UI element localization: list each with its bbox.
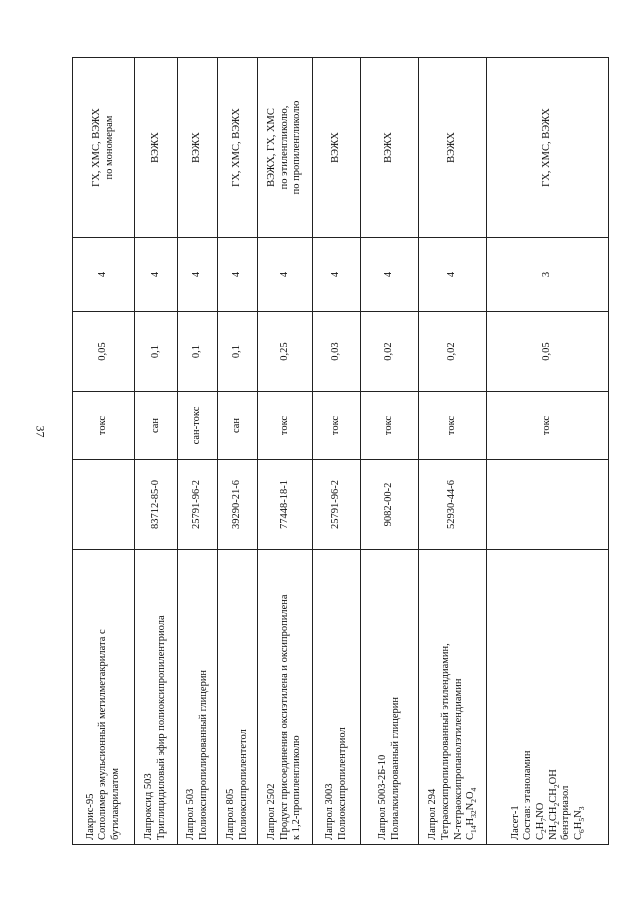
cas-number-cell: 25791-96-2 [178,460,218,550]
name-line: Продукт присоединения оксиэтилена и оксипропилена [278,594,290,840]
method-cell [218,58,258,238]
hazard-indicator-cell: сан [135,392,178,460]
name-line: Лакрис-95 [84,793,96,840]
hazard-indicator-cell: токс [313,392,361,460]
cas-number-cell: 9082-00-2 [361,460,419,550]
substance-name-cell [313,550,361,845]
method-cell [135,58,178,238]
cas-number-cell [487,460,609,550]
method-line: ГХ, ХМС, ВЭЖХ [541,108,553,187]
limit-value-cell: 0,1 [135,312,178,392]
limit-value-cell: 0,1 [178,312,218,392]
method-line: ГХ, ХМС, ВЭЖХ [231,108,243,187]
table-frame [72,58,608,845]
hazard-class-cell: 4 [361,238,419,312]
cas-number-cell: 25791-96-2 [313,460,361,550]
name-line: Лапроксид 503 [143,773,155,840]
substance-name-cell [73,550,135,845]
table-row [178,58,218,845]
hazard-indicator-cell: токс [361,392,419,460]
hazard-indicator-cell: токс [258,392,313,460]
method-cell [73,58,135,238]
substance-table [72,57,609,845]
method-line: ВЭЖХ [191,132,203,163]
table-row [361,58,419,845]
table-row [218,58,258,845]
name-line: Тетраоксипропилированный этилендиамин, [439,643,451,840]
table-row [135,58,178,845]
name-line: Лапрол 503 [184,788,196,840]
method-line: ВЭЖХ [330,132,342,163]
substance-name-cell [419,550,487,845]
hazard-class-cell: 4 [73,238,135,312]
name-line: бутилакрилатом [109,767,121,840]
name-line: бензтриазол [560,785,572,840]
hazard-indicator-cell: сан-токс [178,392,218,460]
name-line: Сополимер эмульсионный метилметакрилата с [97,629,109,840]
method-line: по пропиленгликолю [291,100,303,195]
method-line: по этиленгликолю, [278,105,290,190]
rotated-table-wrapper [72,58,608,845]
hazard-class-cell: 4 [258,238,313,312]
hazard-class-cell: 3 [487,238,609,312]
chemical-formula: $C_{14}H_{32}N_2O_4$ [465,787,479,840]
hazard-indicator-cell: токс [73,392,135,460]
chemical-formula: $C_2H_7NO$ [534,802,548,840]
hazard-indicator-cell: сан [218,392,258,460]
method-cell [487,58,609,238]
substance-name-cell [218,550,258,845]
chemical-formula: $C_6H_5N_3$ [572,806,586,840]
limit-value-cell: 0,03 [313,312,361,392]
method-cell [361,58,419,238]
method-cell [313,58,361,238]
name-line: Лапрол 5003-2Б-10 [376,754,388,840]
method-line: ВЭЖХ [446,132,458,163]
limit-value-cell: 0,05 [73,312,135,392]
hazard-class-cell: 4 [178,238,218,312]
name-line: Полиоксипропилентриол [336,727,348,840]
name-line: Полиоксипропилентетол [237,729,249,840]
name-line: Лапрол 3003 [323,783,335,840]
cas-number-cell: 52930-44-6 [419,460,487,550]
method-line: ВЭЖХ [149,132,161,163]
cas-number-cell: 83712-85-0 [135,460,178,550]
method-line: по мономерам [103,115,115,180]
table-row [419,58,487,845]
table-row [487,58,609,845]
limit-value-cell: 0,02 [361,312,419,392]
name-line: Лапрол 805 [224,788,236,840]
cas-number-cell: 39290-21-6 [218,460,258,550]
chemical-formula: $NH_2CH_2CH_2OH$ [547,769,561,840]
hazard-indicator-cell: токс [487,392,609,460]
method-cell [258,58,313,238]
hazard-class-cell: 4 [313,238,361,312]
hazard-class-cell: 4 [218,238,258,312]
table-row [73,58,135,845]
name-line: Лапрол 2502 [266,783,278,840]
method-line: ВЭЖХ [383,132,395,163]
table-row [313,58,361,845]
substance-name-cell [487,550,609,845]
name-line: к 1,2-пропиленгликолю [291,735,303,840]
limit-value-cell: 0,02 [419,312,487,392]
limit-value-cell: 0,25 [258,312,313,392]
limit-value-cell: 0,1 [218,312,258,392]
name-line: Триглицидиловый эфир полиоксипропилентриола [156,615,167,840]
name-line: Полиоксипропилированный глицерин [197,669,209,840]
hazard-class-cell: 4 [135,238,178,312]
name-line: Состав: этаноламин [522,750,534,840]
method-line: ГХ, ХМС, ВЭЖХ [90,108,102,187]
limit-value-cell: 0,05 [487,312,609,392]
method-cell [419,58,487,238]
name-line: Полиалкилированный глицерин [389,696,401,840]
substance-name-cell [361,550,419,845]
method-line: ВЭЖХ, ГХ, ХМС [266,108,278,187]
substance-name-cell [178,550,218,845]
page-number: 37 [33,425,48,438]
cas-number-cell: 77448-18-1 [258,460,313,550]
cas-number-cell [73,460,135,550]
hazard-class-cell: 4 [419,238,487,312]
substance-name-cell [135,550,178,845]
table-body [73,58,609,845]
hazard-indicator-cell: токс [419,392,487,460]
name-line: Лапрол 294 [427,788,439,840]
name-line: Ласет-1 [509,805,521,840]
substance-name-cell [258,550,313,845]
table-row [258,58,313,845]
name-line: N-тетраоксипропанолэтилендиамин [452,678,464,840]
method-cell [178,58,218,238]
